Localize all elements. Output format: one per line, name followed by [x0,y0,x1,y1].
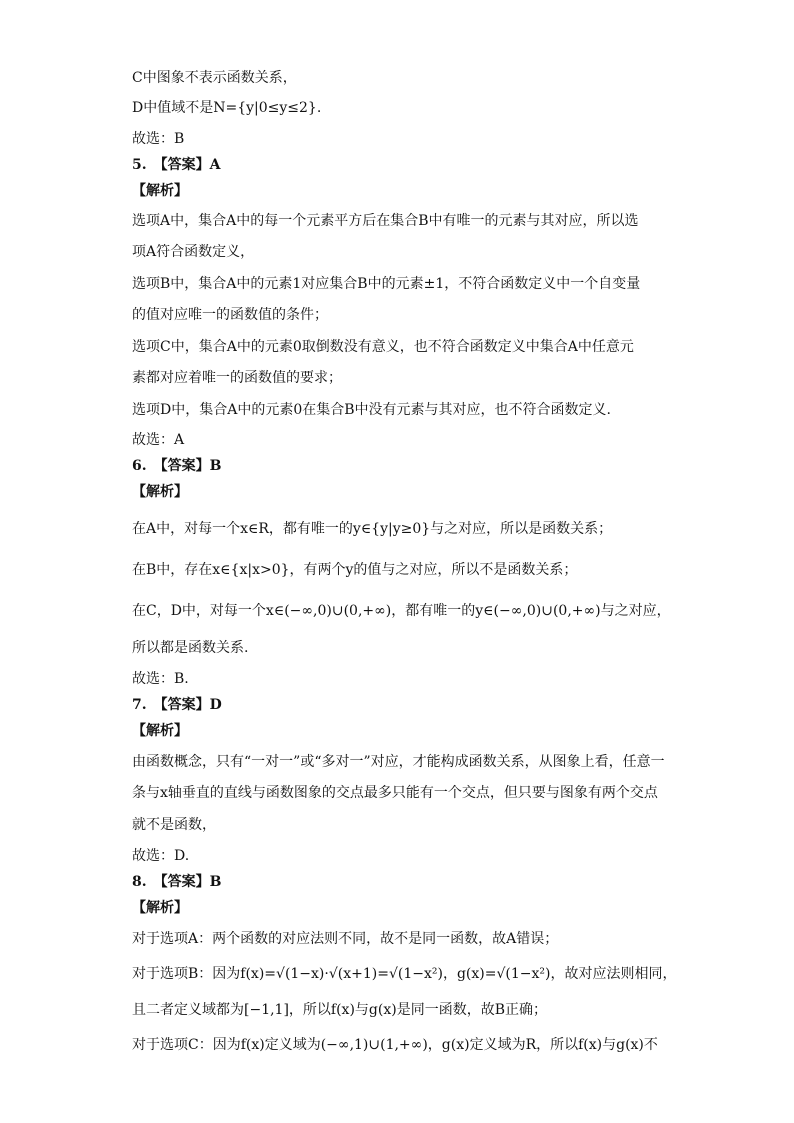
text-line: 且二者定义域都为[−1,1]，所以f(x)与g(x)是同一函数，故B正确； [132,1002,547,1018]
text-line: 选项B中，集合A中的元素1对应集合B中的元素±1，不符合函数定义中一个自变量 [132,276,641,292]
text-line: 故选：A [132,432,185,448]
text-line: 对于选项C：因为f(x)定义域为(−∞,1)∪(1,+∞)，g(x)定义域为R，所以f(x)与g(x)不 [132,1037,658,1053]
text-line: 【解析】 [132,183,188,199]
text-line: C中图象不表示函数关系， [132,70,297,86]
text-line: 项A符合函数定义， [132,244,255,260]
text-line: 8. 【答案】B [132,874,222,890]
text-line: 故选：D. [132,848,190,864]
text-line: 在B中，存在x∈{x|x>0}，有两个y的值与之对应，所以不是函数关系； [132,562,578,578]
text-line: 6. 【答案】B [132,458,222,474]
text-line: D中值域不是N={y|0≤y≤2}. [132,100,322,116]
text-line: 对于选项A：两个函数的对应法则不同，故不是同一函数，故A错误； [132,931,559,947]
text-line: 选项D中，集合A中的元素0在集合B中没有元素与其对应，也不符合函数定义. [132,402,611,418]
text-line: 对于选项B：因为f(x)=√(1−x)·√(x+1)=√(1−x²)，g(x)=√(1−x²)，故对应法则相同， [132,966,677,982]
text-line: 选项C中，集合A中的元素0取倒数没有意义，也不符合函数定义中集合A中任意元 [132,339,634,355]
text-line: 【解析】 [132,723,188,739]
text-line: 素都对应着唯一的函数值的要求； [132,370,342,386]
text-line: 【解析】 [132,900,188,916]
text-line: 选项A中，集合A中的每一个元素平方后在集合B中有唯一的元素与其对应，所以选 [132,213,639,229]
text-line: 故选：B. [132,671,189,687]
text-line: 由函数概念，只有“一对一”或“多对一”对应，才能构成函数关系，从图象上看，任意一 [132,754,665,770]
text-line: 7. 【答案】D [132,697,222,713]
text-line: 的值对应唯一的函数值的条件； [132,307,328,323]
text-line: 【解析】 [132,484,188,500]
text-line: 所以都是函数关系. [132,640,249,656]
text-line: 在C，D中，对每一个x∈(−∞,0)∪(0,+∞)，都有唯一的y∈(−∞,0)∪(0,+∞)与之对应， [132,603,671,619]
text-line: 5. 【答案】A [132,157,221,173]
text-line: 就不是函数， [132,817,216,833]
text-line: 故选：B [132,131,185,147]
text-line: 在A中，对每一个x∈R，都有唯一的y∈{y|y≥0}与之对应，所以是函数关系； [132,521,613,537]
text-line: 条与x轴垂直的直线与函数图象的交点最多只能有一个交点，但只要与图象有两个交点 [132,785,658,801]
